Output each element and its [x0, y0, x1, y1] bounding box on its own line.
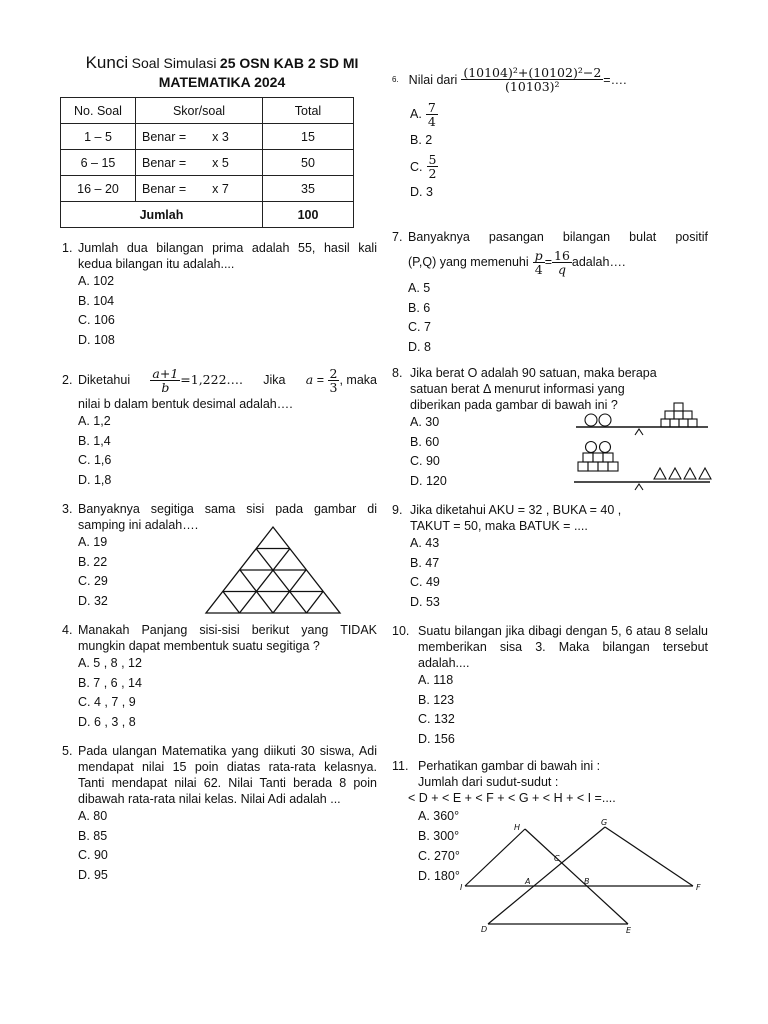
fraction — [426, 101, 438, 128]
circle-weight — [585, 414, 597, 426]
score-cell — [136, 176, 263, 202]
denominator: 4 — [427, 113, 436, 129]
score-mult: x 5 — [212, 155, 229, 170]
question-number: 2. — [62, 373, 73, 387]
question-1 — [62, 240, 377, 350]
option-d[interactable]: D. 32 — [78, 593, 108, 608]
option-b[interactable]: B. 6 — [408, 300, 431, 315]
question-stem: Pada ulangan Matematika yang diikuti 30 siswa, Adi mendapat nilai 15 poin diatas rata-rata kelasnya. Tanti mendapat nilai 62. Nilai Tanti berada 8 poin dibawah rata-rata nilai kelas. Nilai Adi adalah ... — [78, 744, 377, 806]
option-c[interactable]: C. 49 — [410, 575, 440, 589]
title-subtitle: MATEMATIKA 2024 — [158, 74, 286, 90]
question-number: 11. — [392, 759, 409, 773]
option-c[interactable]: C. 132 — [418, 712, 455, 726]
question-7 — [392, 229, 708, 357]
question-4 — [62, 622, 377, 732]
numerator: (10104)²+(10102)²−2 — [463, 65, 602, 80]
sum-total: 100 — [263, 202, 354, 228]
denominator: 2 — [428, 166, 437, 181]
option-b[interactable]: B. 85 — [78, 828, 108, 843]
option-a[interactable]: A. 5 — [408, 281, 431, 295]
label-a: A — [525, 877, 531, 886]
label-i: I — [460, 883, 463, 892]
option-d[interactable]: D. 8 — [408, 339, 431, 354]
circle-weight — [599, 414, 611, 426]
score-mult: x 3 — [212, 129, 229, 144]
option-label: C. — [410, 159, 423, 174]
option-b[interactable]: B. 123 — [418, 692, 455, 707]
option-b[interactable]: B. 7 , 6 , 14 — [78, 675, 142, 690]
total-cell: 35 — [263, 176, 354, 202]
option-d[interactable]: D. 95 — [78, 867, 108, 882]
line-gf — [605, 827, 693, 886]
option-d[interactable]: D. 6 , 3 , 8 — [78, 714, 136, 729]
total-cell: 50 — [263, 150, 354, 176]
question-stem: Suatu bilangan jika dibagi dengan 5, 6 atau 8 selalu memberikan sisa 3. Maka bilangan tersebut adalah.... — [418, 624, 708, 670]
option-c[interactable]: C. 7 — [408, 320, 431, 334]
title-bold: 25 OSN KAB 2 SD MI — [219, 55, 359, 71]
table-header-cell: No. Soal — [61, 98, 136, 124]
score-cell — [136, 124, 263, 150]
line-dg — [488, 827, 605, 924]
stem-text: Nilai dari — [408, 72, 458, 87]
stem-text: Jika — [263, 373, 286, 387]
option-d[interactable]: D. 3 — [410, 184, 433, 199]
score-cell — [136, 150, 263, 176]
sum-label: Jumlah — [61, 202, 263, 228]
question-6 — [392, 66, 712, 202]
denominator: q — [557, 261, 566, 277]
fraction — [552, 249, 572, 276]
option-b[interactable]: B. 2 — [410, 133, 433, 147]
stem-text: Diketahui — [78, 373, 131, 387]
option-b[interactable]: B. 300° — [418, 829, 460, 843]
option-a[interactable]: A. 1,2 — [78, 414, 111, 428]
option-d[interactable]: D. 1,8 — [78, 472, 112, 487]
question-10 — [392, 623, 708, 749]
option-b[interactable]: B. 60 — [410, 434, 440, 449]
score-mult: x 7 — [212, 181, 229, 196]
question-stem: Banyaknya segitiga sama sisi pada gambar di samping ini adalah…. — [78, 502, 377, 532]
option-c[interactable]: C. 90 — [410, 454, 440, 468]
variable: a — [305, 371, 314, 387]
document-title — [62, 54, 382, 92]
stem-line: Jumlah dari sudut-sudut : — [418, 775, 559, 789]
table-row — [61, 124, 354, 150]
line-ih — [465, 829, 525, 886]
question-stem: Manakah Panjang sisi-sisi berikut yang TIDAK mungkin dapat membentuk suatu segitiga ? — [78, 623, 377, 653]
numerator: 16 — [554, 247, 570, 263]
question-stem — [78, 364, 377, 396]
option-d[interactable]: D. 120 — [410, 473, 447, 488]
label-c: C — [554, 854, 560, 863]
option-c[interactable]: C. 90 — [78, 848, 108, 862]
stem-line: < D + < E + < F + < G + < H + < I =.... — [408, 791, 616, 805]
score-table — [60, 97, 354, 228]
range-cell: 6 – 15 — [61, 150, 136, 176]
fraction — [328, 367, 340, 394]
question-stem: Jika diketahui AKU = 32 , BUKA = 40 , — [410, 503, 622, 517]
label-e: E — [626, 926, 632, 935]
option-d[interactable]: D. 156 — [418, 731, 455, 746]
numerator: p — [534, 247, 543, 263]
stem-line: nilai b dalam bentuk desimal adalah…. — [78, 397, 293, 411]
option-a[interactable]: A. 360° — [418, 809, 460, 823]
option-b[interactable]: B. 104 — [78, 293, 115, 308]
triangle-grid-figure — [203, 525, 343, 615]
title-kunci: Kunci — [85, 53, 129, 72]
option-a[interactable] — [410, 99, 712, 129]
option-b[interactable]: B. 22 — [78, 554, 108, 569]
denominator: b — [161, 379, 170, 395]
question-number: 1. — [62, 241, 73, 255]
question-stem: Jumlah dua bilangan prima adalah 55, hasil kali kedua bilangan itu adalah.... — [78, 241, 377, 271]
table-row — [61, 150, 354, 176]
stem-text: adalah…. — [571, 255, 626, 269]
option-label: A. — [410, 107, 422, 121]
option-c[interactable]: C. 1,6 — [78, 453, 112, 467]
option-a[interactable]: A. 102 — [78, 274, 115, 288]
denominator: 4 — [534, 261, 543, 277]
stem-text: (P,Q) yang memenuhi — [408, 255, 529, 269]
option-d[interactable]: D. 180° — [418, 869, 460, 883]
question-number: 6. — [392, 74, 399, 84]
equation-text: =1,222…. — [180, 371, 244, 387]
numerator: a+1 — [152, 365, 179, 381]
option-c[interactable]: C. 4 , 7 , 9 — [78, 695, 136, 709]
range-cell: 1 – 5 — [61, 124, 136, 150]
label-h: H — [514, 823, 521, 832]
total-cell: 15 — [263, 124, 354, 150]
question-5 — [62, 743, 377, 885]
fraction — [427, 153, 439, 180]
question-stem: Perhatikan gambar di bawah ini : — [418, 759, 601, 773]
stem-line: TAKUT = 50, maka BATUK = .... — [410, 519, 588, 533]
angle-figure — [455, 815, 715, 940]
question-number: 7. — [392, 230, 403, 244]
table-header-cell: Total — [263, 98, 354, 124]
fraction — [150, 367, 180, 394]
option-a[interactable]: A. 19 — [78, 535, 108, 549]
option-a[interactable]: A. 30 — [410, 415, 440, 429]
balance-scale-figure — [572, 396, 712, 500]
stem-line — [408, 245, 708, 279]
question-number: 3. — [62, 502, 73, 516]
question-number: 4. — [62, 623, 73, 637]
option-d[interactable]: D. 108 — [78, 332, 115, 347]
fraction — [533, 249, 545, 276]
option-a[interactable]: A. 80 — [78, 809, 108, 823]
stem-text: , maka — [339, 372, 377, 387]
option-b[interactable]: B. 47 — [410, 555, 440, 570]
numerator: 2 — [329, 365, 338, 381]
line-he — [525, 829, 628, 924]
question-number: 10. — [392, 624, 410, 638]
option-a[interactable]: A. 43 — [410, 536, 440, 550]
question-number: 9. — [392, 503, 403, 517]
question-9 — [392, 502, 708, 612]
equals: = — [316, 372, 325, 387]
numerator: 5 — [428, 152, 437, 167]
table-header-cell: Skor/soal — [136, 98, 263, 124]
table-header-row — [61, 98, 354, 124]
score-label: Benar = — [142, 155, 187, 170]
question-2 — [62, 364, 377, 490]
option-c[interactable]: C. 29 — [78, 574, 108, 588]
question-stem: Jika berat O adalah 90 satuan, maka berapa satuan berat Δ menurut informasi yang diberikan pada gambar di bawah ini ? — [410, 366, 657, 412]
question-stem — [392, 66, 712, 93]
denominator: (10103)² — [505, 79, 560, 94]
question-stem: Banyaknya pasangan bilangan bulat positif — [408, 230, 708, 244]
question-number: 5. — [62, 744, 73, 758]
option-c[interactable] — [410, 151, 712, 183]
question-number: 8. — [392, 366, 403, 380]
denominator: 3 — [329, 379, 338, 395]
option-d[interactable]: D. 53 — [410, 594, 440, 609]
range-cell: 16 – 20 — [61, 176, 136, 202]
fraction — [461, 66, 603, 93]
equals: = — [544, 255, 552, 269]
title-rest: Soal Simulasi — [131, 55, 217, 71]
stem-text: =…. — [603, 72, 627, 87]
option-a[interactable]: A. 118 — [418, 673, 454, 687]
numerator: 7 — [427, 99, 436, 115]
label-f: F — [696, 883, 701, 892]
option-c[interactable]: C. 106 — [78, 313, 115, 327]
label-b: B — [584, 877, 590, 886]
option-c[interactable]: C. 270° — [418, 849, 460, 863]
table-row — [61, 176, 354, 202]
score-label: Benar = — [142, 181, 187, 196]
label-d: D — [481, 925, 488, 934]
table-sum-row — [61, 202, 354, 228]
label-g: G — [601, 818, 608, 827]
option-a[interactable]: A. 5 , 8 , 12 — [78, 656, 142, 670]
score-label: Benar = — [142, 129, 187, 144]
option-b[interactable]: B. 1,4 — [78, 433, 111, 448]
